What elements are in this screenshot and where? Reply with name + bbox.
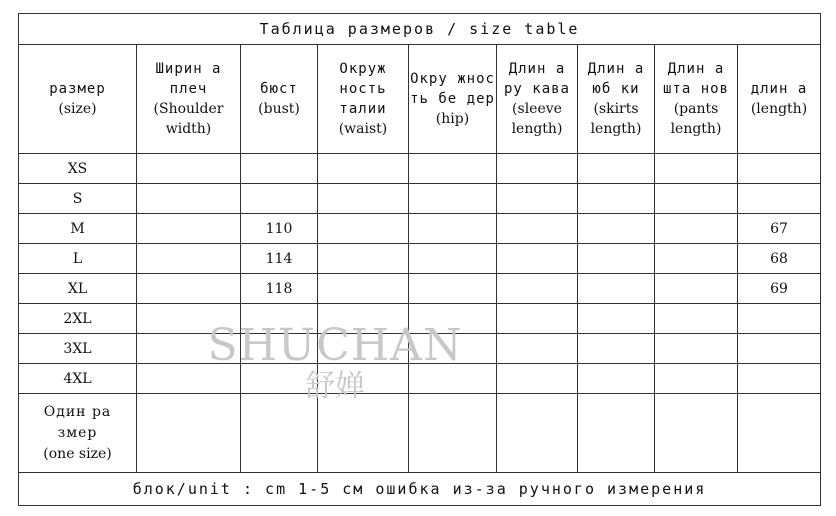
size-label-cell: 4XL <box>19 364 137 394</box>
table-cell <box>497 334 578 364</box>
column-header-ru: Длин а юб ки <box>587 61 645 97</box>
table-cell <box>137 274 241 304</box>
table-cell <box>137 304 241 334</box>
table-cell <box>137 364 241 394</box>
table-cell <box>655 334 738 364</box>
table-cell <box>409 364 497 394</box>
table-cell <box>738 304 821 334</box>
size-table <box>18 13 821 506</box>
table-cell <box>409 304 497 334</box>
column-header <box>409 45 497 154</box>
column-header <box>578 45 655 154</box>
column-header-ru: Ширин а плеч <box>155 61 222 97</box>
table-cell <box>497 304 578 334</box>
table-cell <box>497 214 578 244</box>
table-cell <box>497 274 578 304</box>
table-cell <box>497 184 578 214</box>
table-cell: 118 <box>241 274 318 304</box>
column-header-ru: Окру жнос ть бе дер <box>410 71 495 107</box>
column-header <box>19 45 137 154</box>
table-cell <box>578 214 655 244</box>
column-header <box>497 45 578 154</box>
size-label-cell: XS <box>19 154 137 184</box>
table-row <box>19 334 821 364</box>
table-cell <box>409 184 497 214</box>
table-cell <box>578 334 655 364</box>
column-header-ru: Длин а ру кава <box>503 61 570 97</box>
column-header-en: (length) <box>750 101 808 117</box>
column-header <box>137 45 241 154</box>
table-cell <box>137 184 241 214</box>
column-header-en: (waist) <box>338 121 388 137</box>
table-cell <box>137 394 241 473</box>
size-label-cell: 2XL <box>19 304 137 334</box>
table-row <box>19 364 821 394</box>
column-header-en: (hip) <box>435 111 470 127</box>
size-label-cell: XL <box>19 274 137 304</box>
table-cell <box>318 364 409 394</box>
table-row <box>19 184 821 214</box>
size-label-cell: 3XL <box>19 334 137 364</box>
one-size-ru: Один ра змер <box>43 403 112 441</box>
table-row <box>19 214 821 244</box>
table-cell <box>578 274 655 304</box>
table-cell <box>318 274 409 304</box>
table-cell <box>578 394 655 473</box>
table-cell <box>241 184 318 214</box>
table-cell <box>318 184 409 214</box>
table-cell <box>137 334 241 364</box>
table-cell: 114 <box>241 244 318 274</box>
column-header <box>738 45 821 154</box>
table-cell <box>578 304 655 334</box>
table-cell: 69 <box>738 274 821 304</box>
table-row-one-size <box>19 394 821 473</box>
column-header-en: (skirts length) <box>590 101 642 137</box>
table-cell <box>497 364 578 394</box>
column-header <box>241 45 318 154</box>
table-cell <box>655 244 738 274</box>
table-cell <box>241 154 318 184</box>
table-cell <box>241 304 318 334</box>
table-cell <box>241 394 318 473</box>
column-header-ru: длин а <box>750 81 808 97</box>
table-cell <box>578 184 655 214</box>
table-cell <box>738 334 821 364</box>
table-cell <box>409 334 497 364</box>
one-size-en: (one size) <box>43 445 112 462</box>
table-cell <box>409 214 497 244</box>
table-cell <box>241 334 318 364</box>
table-cell <box>497 394 578 473</box>
column-header-en: (Shoulder width) <box>153 101 224 137</box>
table-cell <box>318 394 409 473</box>
column-header-en: (sleeve length) <box>511 101 563 137</box>
table-cell <box>318 304 409 334</box>
table-cell <box>738 364 821 394</box>
table-cell: 110 <box>241 214 318 244</box>
table-cell <box>655 274 738 304</box>
table-cell <box>137 244 241 274</box>
table-cell <box>241 364 318 394</box>
footer-note: блок/unit : cm 1-5 см ошибка из-за ручного измерения <box>19 473 821 506</box>
column-header-ru: бюст <box>260 81 298 97</box>
table-cell <box>655 304 738 334</box>
footer-row <box>19 473 821 506</box>
column-header-en: (bust) <box>258 101 300 117</box>
size-label-cell <box>19 394 137 473</box>
table-row <box>19 154 821 184</box>
table-cell <box>738 394 821 473</box>
table-cell: 68 <box>738 244 821 274</box>
table-cell <box>578 364 655 394</box>
table-cell <box>738 184 821 214</box>
size-table-frame <box>18 13 820 506</box>
column-header <box>318 45 409 154</box>
table-cell <box>497 154 578 184</box>
table-cell <box>497 244 578 274</box>
watermark-sub-text: 舒婵 <box>305 369 365 404</box>
watermark-text: SHUCHAN <box>207 320 463 371</box>
table-cell <box>655 364 738 394</box>
column-header-ru: размер <box>49 81 106 97</box>
table-cell: 67 <box>738 214 821 244</box>
table-cell <box>409 154 497 184</box>
size-label-cell: S <box>19 184 137 214</box>
table-cell <box>655 394 738 473</box>
table-cell <box>137 154 241 184</box>
table-cell <box>318 154 409 184</box>
column-header-ru: Длин а шта нов <box>662 61 729 97</box>
table-cell <box>655 184 738 214</box>
column-header-en: (size) <box>58 101 97 117</box>
size-label-cell: L <box>19 244 137 274</box>
table-cell <box>655 154 738 184</box>
table-row <box>19 274 821 304</box>
table-cell <box>409 394 497 473</box>
column-header-en: (pants length) <box>670 101 722 137</box>
table-cell <box>409 244 497 274</box>
header-row <box>19 45 821 154</box>
table-cell <box>578 244 655 274</box>
table-row <box>19 304 821 334</box>
table-cell <box>318 244 409 274</box>
table-row <box>19 244 821 274</box>
table-cell <box>137 214 241 244</box>
table-cell <box>318 214 409 244</box>
column-header-ru: Окруж ность талии <box>339 61 387 117</box>
column-header <box>655 45 738 154</box>
table-cell <box>738 154 821 184</box>
table-cell <box>578 154 655 184</box>
table-cell <box>409 274 497 304</box>
table-title: Таблица размеров / size table <box>19 14 821 45</box>
table-cell <box>655 214 738 244</box>
size-label-cell: M <box>19 214 137 244</box>
table-cell <box>318 334 409 364</box>
